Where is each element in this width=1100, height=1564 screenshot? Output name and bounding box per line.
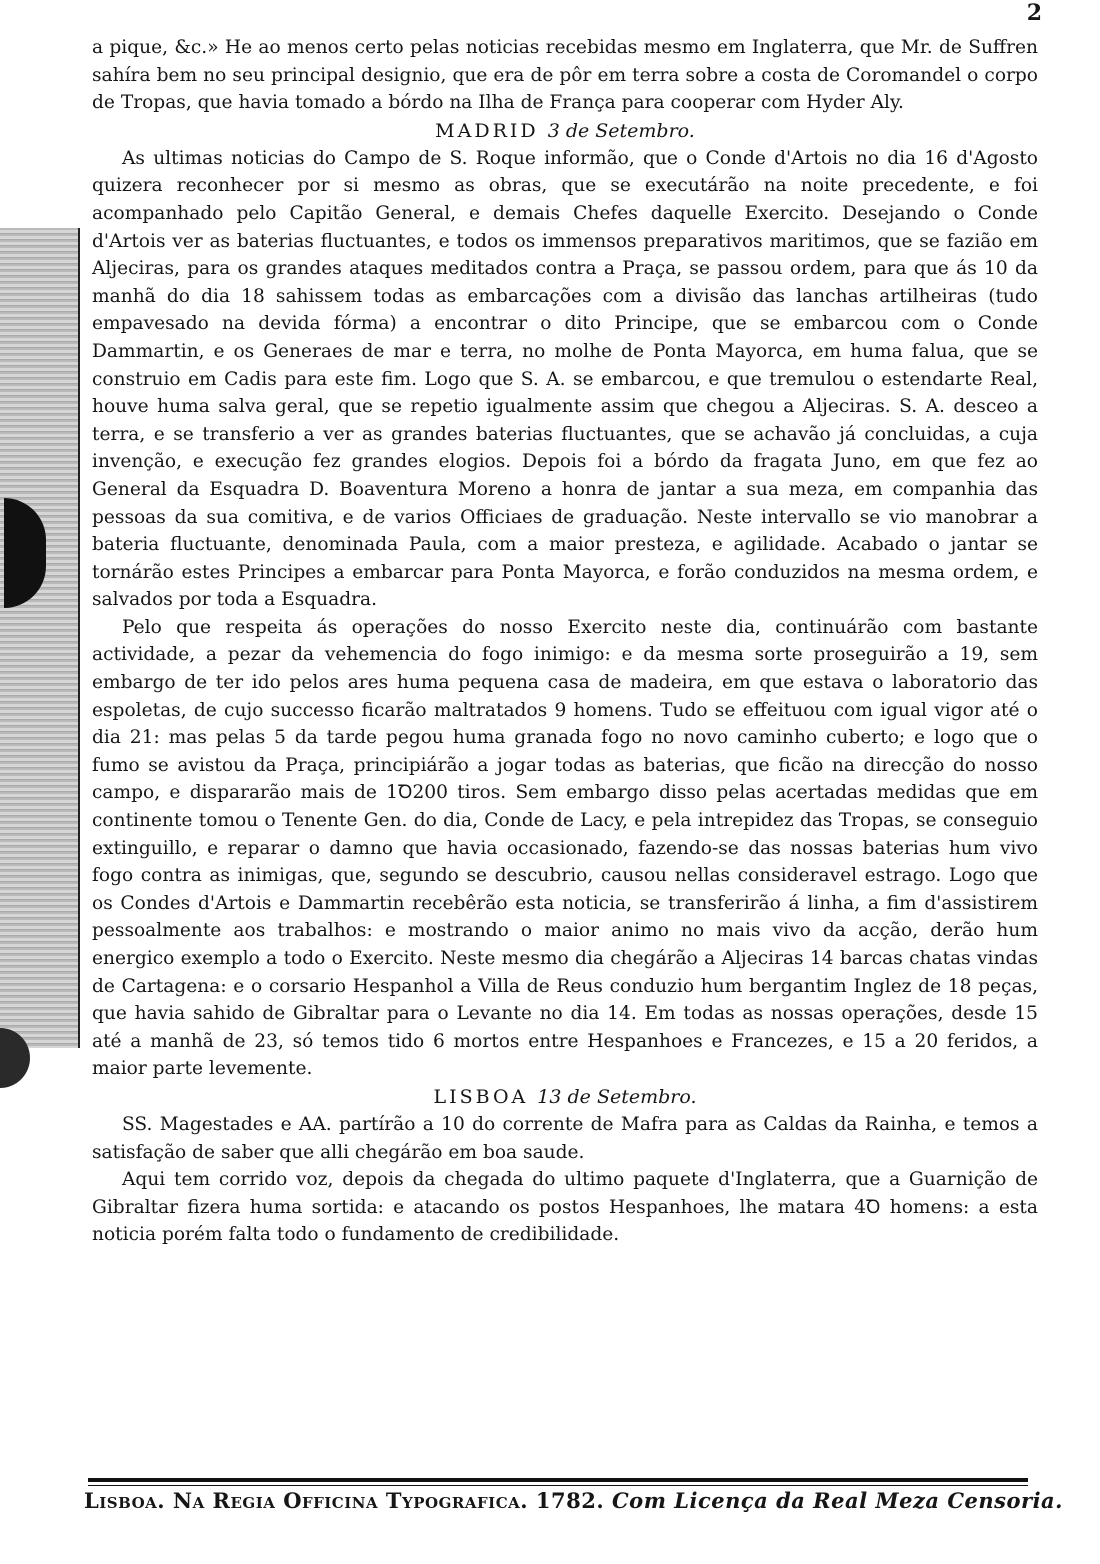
dateline-date: 13 de Setembro. bbox=[537, 1085, 697, 1108]
madrid-dateline bbox=[92, 117, 1038, 145]
rule-thin bbox=[88, 1485, 1028, 1486]
binding-hole bbox=[0, 1028, 30, 1088]
imprint-licence: Com Licença da Real Meza Censoria. bbox=[611, 1488, 1063, 1513]
madrid-paragraph: As ultimas noticias do Campo de S. Roque informão, que o Conde d'Artois no dia 16 d'Agosto quizera reconhecer por si mesmo as obras, que se executárão na noite precedente, e foi acompanhado pelo Capitão General, e demais Chefes daquelle Exercito. Desejando o Conde d'Artois ver as baterias fluctuantes, e todos os immensos preparativos maritimos, que se fazião em Aljeciras, para os grandes ataques meditados contra a Praça, se passou ordem, para que ás 10 da manhã do dia 18 sahissem todas as embarcações com a divisão das lanchas artilheiras (tudo empavesado na devida fórma) a encontrar o dito Principe, que se embarcou com o Conde Dammartin, e os Generaes de mar e terra, no molhe de Ponta Mayorca, em huma falua, que se construio em Cadis para este fim. Logo que S. A. se embarcou, e que tremulou o estendarte Real, houve huma salva geral, que se repetio igualmente assim que chegou a Aljeciras. S. A. desceo a terra, e se transferio a ver as grandes baterias fluctuantes, que se achavão já concluidas, a cuja invenção, e execução fez grandes elogios. Depois foi a bórdo da fragata Juno, em que fez ao General da Esquadra D. Boaventura Moreno a honra de jantar a sua meza, em companhia das pessoas da sua comitiva, e de varios Officiaes de graduação. Neste intervallo se vio manobrar a bateria fluctuante, denominada Paula, com a maior presteza, e agilidade. Acabado o jantar se tornárão estes Principes a embarcar para Ponta Mayorca, e forão conduzidos na mesma ordem, e salvados por toda a Esquadra. bbox=[92, 147, 1038, 611]
lisboa-paragraph: Aqui tem corrido voz, depois da chegada do ultimo paquete d'Inglaterra, que a Guarnição de Gibraltar fizera huma sortida: e atacando os postos Hespanhoes, lhe matara 4Ꝺ homens: a esta noticia porém falta todo o fundamento de credibilidade. bbox=[92, 1169, 1038, 1246]
imprint-line bbox=[84, 1488, 1063, 1513]
intro-paragraph: a pique, &c.» He ao menos certo pelas noticias recebidas mesmo em Inglaterra, que Mr. de Suffren sahíra bem no seu principal designio, que era de pôr em terra sobre a costa de Coromandel o corpo de Tropas, que havia tomado a bórdo na Ilha de França para cooperar com Hyder Aly. bbox=[92, 37, 1038, 114]
lisboa-dateline bbox=[92, 1083, 1038, 1111]
newspaper-page bbox=[92, 34, 1038, 1249]
dateline-city: LISBOA bbox=[433, 1085, 529, 1108]
imprint-text: Lisboa. Na Regia Officina Typografica. 1782. bbox=[84, 1488, 605, 1513]
dateline-date: 3 de Setembro. bbox=[547, 119, 695, 142]
scan-margin-shadow bbox=[0, 228, 80, 1048]
madrid-paragraph: Pelo que respeita ás operações do nosso Exercito neste dia, continuárão com bastante actividade, a pezar da vehemencia do fogo inimigo: e da mesma sorte proseguirão a 19, sem embargo de ter ido pelos ares huma pequena casa de madeira, em que estava o laboratorio das espoletas, de cujo successo ficarão maltratados 9 homens. Tudo se effeituou com igual vigor até o dia 21: mas pelas 5 da tarde pegou huma granada fogo no novo caminho cuberto; e logo que o fumo se avistou da Praça, principiárão a jogar todas as baterias, que ficão na direcção do nosso campo, e dispararão mais de 1Ꝺ200 tiros. Sem embargo disso pelas acertadas medidas que em continente tomou o Tenente Gen. do dia, Conde de Lacy, e pela intrepidez das Tropas, se conseguio extinguillo, e reparar o damno que havia occasionado, fazendo-se das nossas baterias hum vivo fogo contra as inimigas, que, segundo se descubrio, causou nellas consideravel estrago. Logo que os Condes d'Artois e Dammartin recebêrão esta noticia, se transferirão á linha, a fim d'assistirem pessoalmente aos trabalhos: e mostrando o maior animo no mais vivo da acção, derão hum energico exemplo a todo o Exercito. Neste mesmo dia chegárão a Aljeciras 14 barcas chatas vindas de Cartagena: e o corsario Hespanhol a Villa de Reus conduzio hum bergantim Inglez de 18 peças, que havia sahido de Gibraltar para o Levante no dia 14. Em todas as nossas operações, desde 15 até a manhã de 23, só temos tido 6 mortos entre Hespanhoes e Francezes, e 15 a 20 feridos, a maior parte levemente. bbox=[92, 616, 1038, 1080]
page-mark: 2 bbox=[1026, 0, 1042, 26]
lisboa-paragraph: SS. Magestades e AA. partírão a 10 do corrente de Mafra para as Caldas da Rainha, e temos a satisfação de saber que alli chegárão em boa saude. bbox=[92, 1113, 1038, 1163]
rule-thick bbox=[88, 1478, 1028, 1482]
footer-rule bbox=[88, 1478, 1028, 1486]
dateline-city: MADRID bbox=[435, 119, 539, 142]
binding-hole bbox=[4, 498, 46, 608]
